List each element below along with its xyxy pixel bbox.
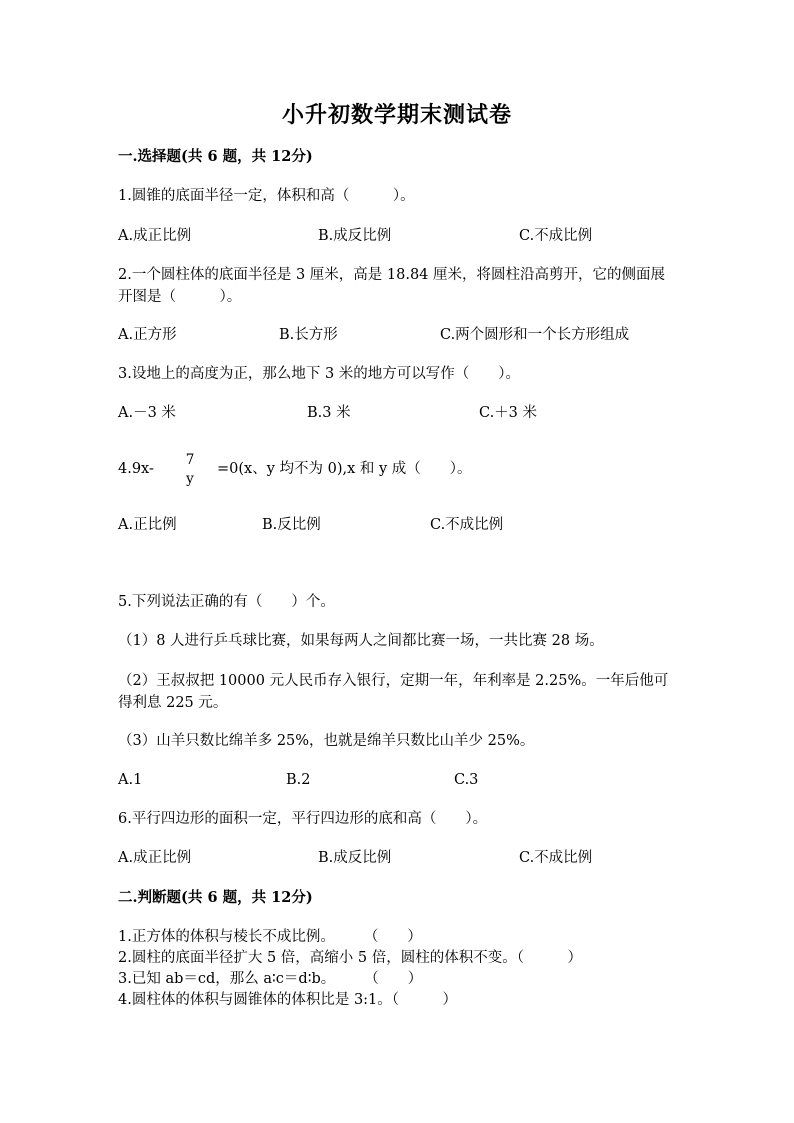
- question-2-option-c: C.两个圆形和一个长方形组成: [440, 327, 630, 343]
- question-3-text: 3.设地上的高度为正，那么地下 3 米的地方可以写作（ ）。: [118, 366, 521, 382]
- question-6-option-c: C.不成比例: [519, 850, 593, 866]
- question-1-option-c: C.不成比例: [519, 228, 593, 244]
- question-4-prefix: 4.9x-: [118, 461, 154, 477]
- question-1-text: 1.圆锥的底面半径一定，体积和高（ ）。: [118, 188, 415, 204]
- question-4-fraction-numerator: 7: [185, 452, 195, 468]
- section-heading-judgment: 二.判断题(共 6 题，共 12分): [118, 889, 313, 906]
- judgment-item-4: 4.圆柱体的体积与圆锥体的体积比是 3:1。（ ）: [118, 992, 458, 1008]
- question-2-option-a: A.正方形: [118, 327, 177, 343]
- question-4-suffix: =0(x、y 均不为 0),x 和 y 成（ ）。: [217, 461, 472, 477]
- question-6-text: 6.平行四边形的面积一定，平行四边形的底和高（ ）。: [118, 811, 488, 827]
- question-5-statement-1: （1）8 人进行乒乓球比赛，如果每两人之间都比赛一场，一共比赛 28 场。: [118, 633, 604, 649]
- question-2-option-b: B.长方形: [279, 327, 338, 343]
- question-5-option-b: B.2: [286, 772, 311, 788]
- judgment-item-3: 3.已知 ab＝cd，那么 a∶c＝d∶b。 （ ）: [118, 971, 423, 987]
- page-title: 小升初数学期末测试卷: [281, 102, 512, 128]
- question-3-option-a: A.－3 米: [118, 405, 176, 421]
- question-6-option-a: A.成正比例: [118, 850, 192, 866]
- judgment-item-2: 2.圆柱的底面半径扩大 5 倍，高缩小 5 倍，圆柱的体积不变。（ ）: [118, 950, 582, 966]
- question-4-option-c: C.不成比例: [430, 517, 504, 533]
- judgment-item-1: 1.正方体的体积与棱长不成比例。 （ ）: [118, 929, 422, 945]
- question-5-statement-3: （3）山羊只数比绵羊多 25%，也就是绵羊只数比山羊少 25%。: [118, 733, 535, 749]
- question-4-option-b: B.反比例: [262, 517, 321, 533]
- question-5-option-a: A.1: [118, 772, 143, 788]
- question-5-statement-2: （2）王叔叔把 10000 元人民币存入银行，定期一年，年利率是 2.25%。一年后他可得利息 225 元。: [118, 673, 669, 711]
- question-3-option-c: C.＋3 米: [479, 405, 538, 421]
- question-4-option-a: A.正比例: [118, 517, 177, 533]
- question-1-option-b: B.成反比例: [318, 228, 392, 244]
- question-6-option-b: B.成反比例: [318, 850, 392, 866]
- question-5-text: 5.下列说法正确的有（ ）个。: [118, 594, 335, 610]
- section-heading-choice: 一.选择题(共 6 题，共 12分): [118, 148, 313, 165]
- question-5-option-c: C.3: [454, 772, 479, 788]
- question-3-option-b: B.3 米: [307, 405, 351, 421]
- question-1-option-a: A.成正比例: [118, 228, 192, 244]
- question-4-fraction-denominator: y: [186, 471, 194, 487]
- question-2-text: 2.一个圆柱体的底面半径是 3 厘米，高是 18.84 厘米，将圆柱沿高剪开，它的侧面展开图是（ ）。: [118, 267, 666, 305]
